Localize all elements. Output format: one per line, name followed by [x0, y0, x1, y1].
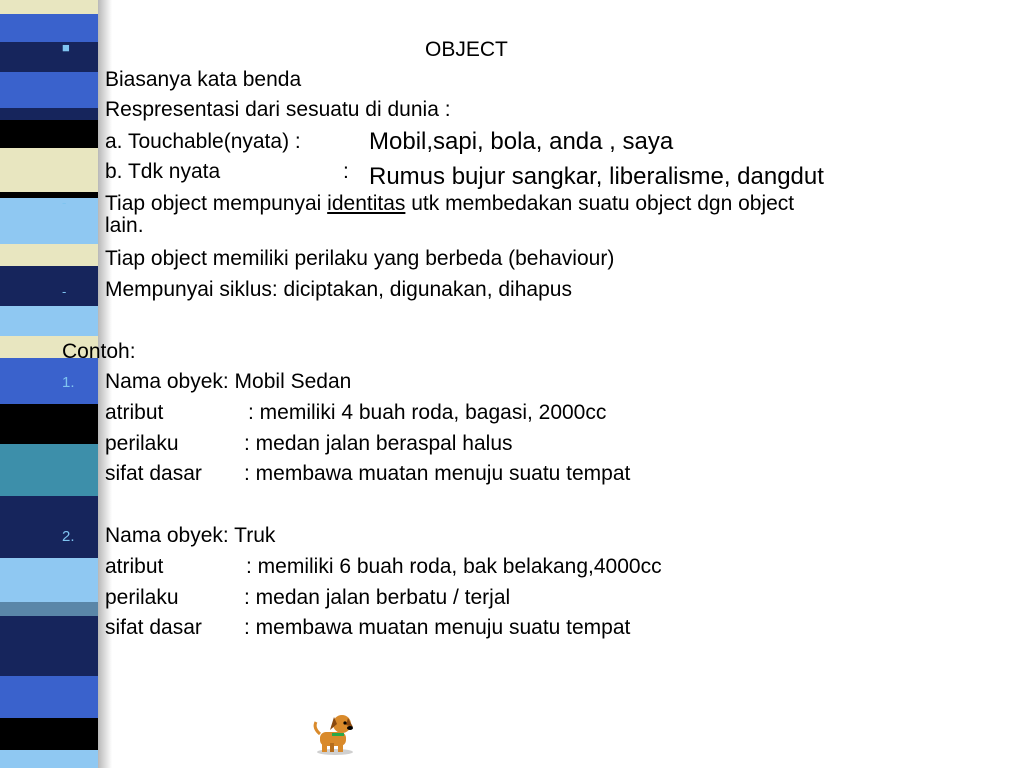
bullet-text-part: Tiap object mempunyai [105, 192, 328, 215]
example-text: Rumus bujur sangkar, liberalisme, dangdut [369, 163, 824, 190]
attr-value: : medan jalan beraspal halus [244, 432, 513, 455]
object-name: Nama obyek: Mobil Sedan [105, 370, 352, 393]
bullet-marker: - [62, 195, 67, 210]
slide-title: OBJECT [425, 38, 508, 61]
list-number: 2. [62, 528, 75, 545]
example-text: Mobil,sapi, bola, anda , saya [369, 128, 674, 155]
attr-label: sifat dasar [105, 462, 202, 485]
bullet-marker: - [62, 284, 67, 299]
dog-clipart-icon [310, 708, 360, 758]
decorative-stripe [0, 0, 112, 768]
attr-label: atribut [105, 401, 164, 424]
attr-value: : membawa muatan menuju suatu tempat [244, 616, 631, 639]
underlined-term: identitas [327, 192, 406, 215]
attr-label: atribut [105, 555, 164, 578]
attr-label: perilaku [105, 586, 179, 609]
bullet-text [105, 192, 794, 216]
bullet-text: Tiap object memiliki perilaku yang berbeda (behaviour) [105, 247, 615, 270]
bullet-text: Biasanya kata benda [105, 68, 302, 91]
attr-label: perilaku [105, 432, 179, 455]
attr-value: : medan jalan berbatu / terjal [244, 586, 511, 609]
bullet-text: Respresentasi dari sesuatu di dunia : [105, 98, 451, 121]
section-heading: Contoh: [62, 340, 136, 363]
list-number: 1. [62, 374, 75, 391]
bullet-text: lain. [105, 214, 144, 237]
object-name: Nama obyek: Truk [105, 524, 276, 547]
bullet-text: a. Touchable(nyata) : [105, 130, 301, 153]
attr-value: : membawa muatan menuju suatu tempat [244, 462, 631, 485]
bullet-text: Mempunyai siklus: diciptakan, digunakan, dihapus [105, 278, 572, 301]
attr-value: : memiliki 6 buah roda, bak belakang,4000cc [246, 555, 662, 578]
attr-label: sifat dasar [105, 616, 202, 639]
bullet-text: b. Tdk nyata [105, 160, 221, 183]
attr-value: : memiliki 4 buah roda, bagasi, 2000cc [248, 401, 607, 424]
bullet-marker: ■ [62, 40, 70, 55]
bullet-text-part: utk membedakan suatu object dgn object [405, 192, 795, 215]
bullet-colon: : [343, 160, 349, 183]
